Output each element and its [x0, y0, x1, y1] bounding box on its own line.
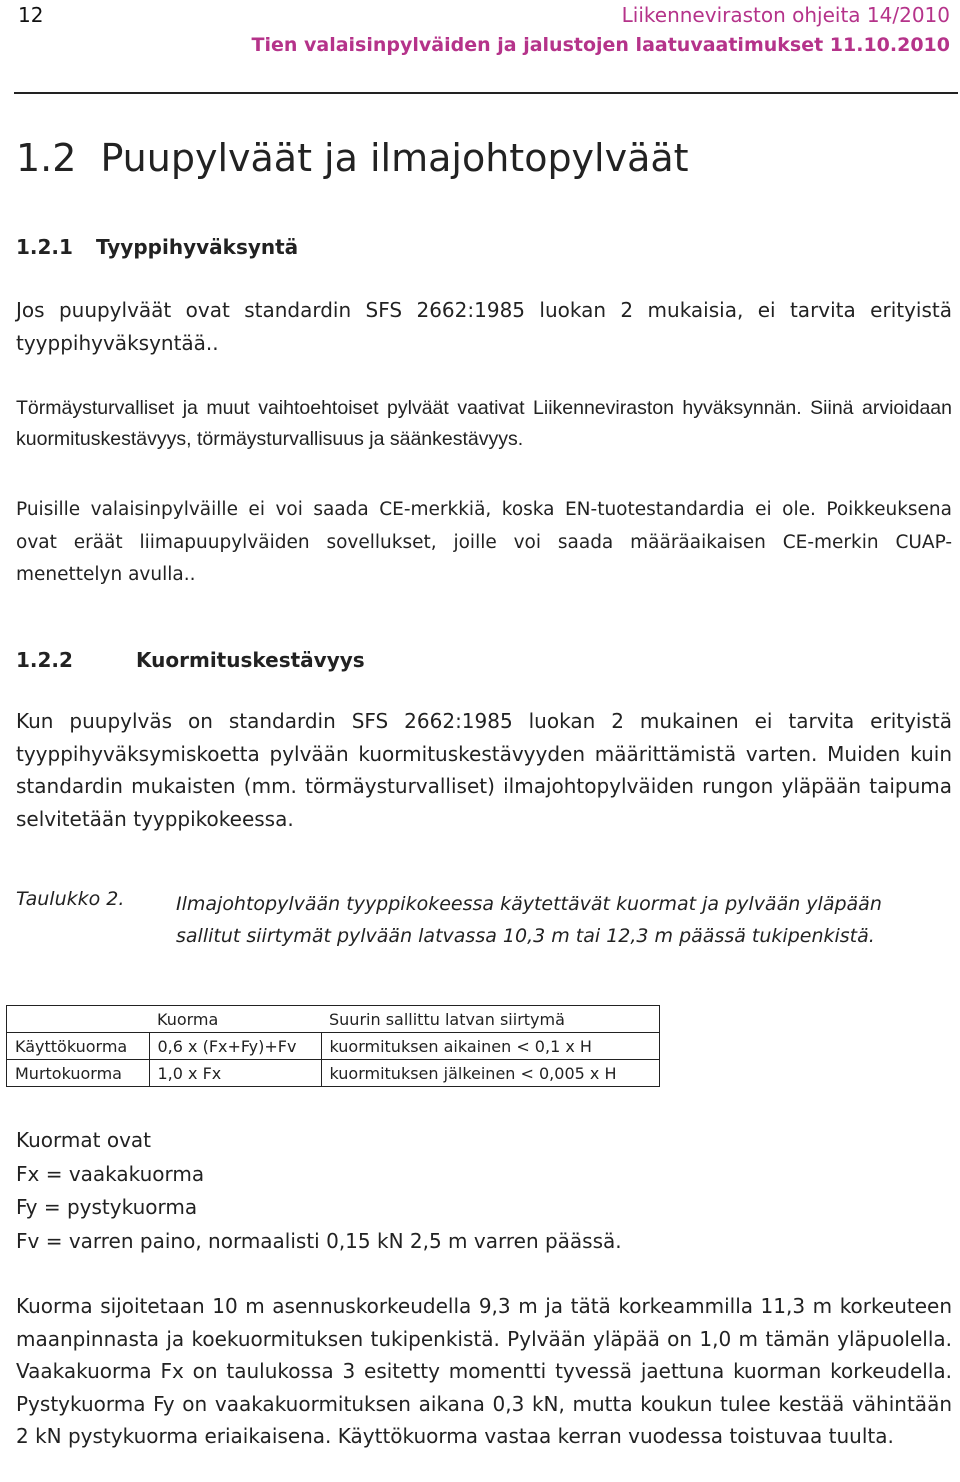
loads-list — [16, 1124, 622, 1258]
paragraph-ce-marking: Puisille valaisinpylväille ei voi saada CE-merkkiä, koska EN-tuotestandardia ei ole. Poikkeuksena ovat eräät liimapuupylväiden sovellukset, joille voi saada määräaikaisen CE-merkin CUAP-menettelyn avulla.. — [16, 499, 952, 585]
section-number: 1.2 — [16, 136, 77, 180]
subsection-number: 1.2.2 — [16, 648, 73, 672]
document-title: Tien valaisinpylväiden ja jalustojen laatuvaatimukset 11.10.2010 — [251, 34, 950, 56]
section-title: Puupylväät ja ilmajohtopylväät — [100, 136, 689, 180]
table-cell: kuormituksen aikainen < 0,1 x H — [321, 1033, 660, 1060]
paragraph-load-resistance: Kun puupylväs on standardin SFS 2662:1985 luokan 2 mukainen ei tarvita erityistä tyyppihyväksymiskoetta pylvään kuormituskestävyyden määrittämistä varten. Muiden kuin standardin mukaisten (mm. törmäysturvalliset) ilmajohtopylväiden rungon yläpään taipuma selvitetään tyyppikokeessa. — [16, 709, 952, 831]
list-item: Fy = pystykuorma — [16, 1195, 198, 1219]
header-divider — [14, 92, 958, 94]
page-number: 12 — [18, 3, 44, 27]
table-header-cell — [7, 1006, 150, 1033]
paragraph-load-placement: Kuorma sijoitetaan 10 m asennuskorkeudella 9,3 m ja tätä korkeammilla 11,3 m korkeuteen maanpinnasta ja koekuormituksen tukipenkistä. Pylvään yläpää on 1,0 m tämän yläpuolella. Vaakakuorma Fx on taulukossa 3 esitetty momentti tyvessä jaettuna kuorman korkeudella. Pystykuorma Fy on vaakakuormituksen aikana 0,3 kN, mutta koukun tulee kestää vähintään 2 kN pystykuorma eriaikaisena. Käyttökuorma vastaa kerran vuodessa toistuvaa tuulta. — [16, 1294, 952, 1448]
publication-series: Liikenneviraston ohjeita 14/2010 — [621, 3, 950, 27]
paragraph-crash-safe: Törmäysturvalliset ja muut vaihtoehtoiset pylväät vaativat Liikenneviraston hyväksynnän. Siinä arvioidaan kuormituskestävyys, törmäysturvallisuus ja säänkestävyys. — [16, 397, 952, 450]
table-cell: 0,6 x (Fx+Fy)+Fv — [149, 1033, 321, 1060]
load-table — [6, 1005, 660, 1087]
section-heading — [16, 136, 689, 180]
table-header-cell: Kuorma — [149, 1006, 321, 1033]
list-item: Fx = vaakakuorma — [16, 1161, 205, 1186]
subsection-number: 1.2.1 — [16, 235, 73, 259]
subsection-title: Tyyppihyväksyntä — [96, 235, 299, 259]
table-header-row — [7, 1006, 660, 1033]
subsection-title: Kuormituskestävyys — [136, 648, 365, 672]
subsection-heading-2 — [16, 648, 365, 672]
list-item: Kuormat ovat — [16, 1128, 152, 1152]
table-caption-label: Taulukko 2. — [16, 888, 125, 910]
list-item: Fv = varren paino, normaalisti 0,15 kN 2,5 m varren päässä. — [16, 1228, 622, 1253]
paragraph-type-approval: Jos puupylväät ovat standardin SFS 2662:1985 luokan 2 mukaisia, ei tarvita erityistä tyyppihyväksyntää.. — [16, 298, 952, 355]
subsection-heading-1 — [16, 235, 298, 259]
table-caption-text: Ilmajohtopylvään tyyppikokeessa käytettävät kuormat ja pylvään yläpään sallitut siirtymät pylvään latvassa 10,3 m tai 12,3 m päässä tukipenkistä. — [176, 893, 882, 947]
table-cell: Käyttökuorma — [7, 1033, 150, 1060]
table-cell: Murtokuorma — [7, 1060, 150, 1087]
table-cell: 1,0 x Fx — [149, 1060, 321, 1087]
table-row — [7, 1060, 660, 1087]
table-row — [7, 1033, 660, 1060]
table-cell: kuormituksen jälkeinen < 0,005 x H — [321, 1060, 660, 1087]
table-header-cell: Suurin sallittu latvan siirtymä — [321, 1006, 660, 1033]
